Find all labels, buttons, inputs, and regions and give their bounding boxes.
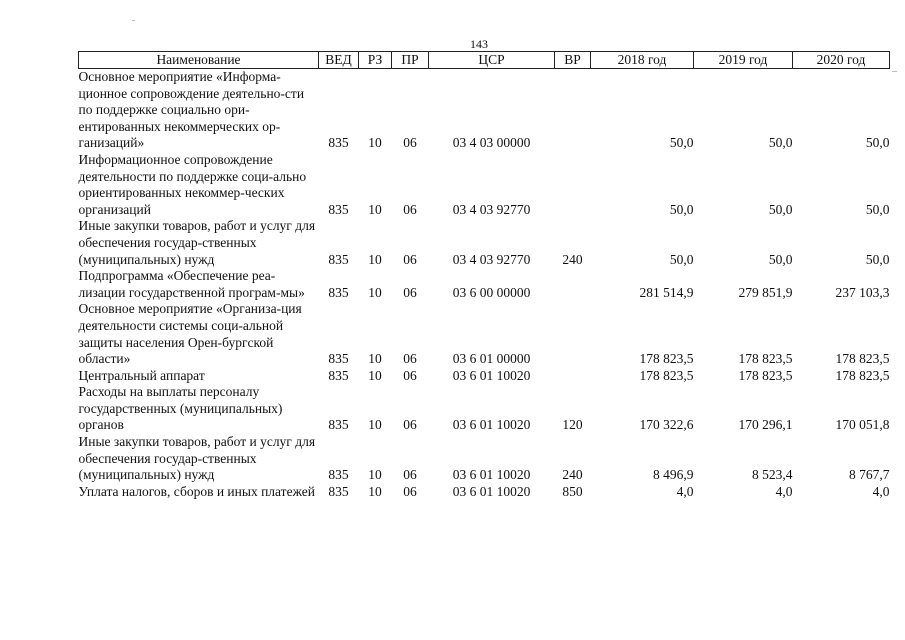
cell-2018: 170 322,6 bbox=[639, 417, 694, 433]
cell-2020: 50,0 bbox=[865, 251, 890, 267]
cell-pr: 06 bbox=[403, 201, 417, 217]
cell-2019: 170 296,1 bbox=[738, 417, 793, 433]
cell-rz: 10 bbox=[368, 483, 382, 499]
cell-name: Уплата налогов, сборов и иных платежей bbox=[78, 483, 315, 499]
cell-csr: 03 4 03 92770 bbox=[452, 201, 531, 217]
cell-csr: 03 4 03 00000 bbox=[452, 135, 531, 151]
cell-name: Основное мероприятие «Организа-ция деятельности системы соци-альной защиты населения Орен-бургской области» bbox=[78, 301, 302, 367]
cell-vr: 240 bbox=[562, 251, 583, 267]
cell-vr: 240 bbox=[562, 467, 583, 483]
cell-ved: 835 bbox=[328, 367, 349, 383]
cell-2020: 50,0 bbox=[865, 201, 890, 217]
table-row bbox=[79, 384, 890, 434]
cell-name: Подпрограмма «Обеспечение реа-лизации государственной програм-мы» bbox=[78, 268, 305, 300]
cell-name: Центральный аппарат bbox=[78, 367, 205, 383]
cell-ved: 835 bbox=[328, 351, 349, 367]
cell-2018: 178 823,5 bbox=[639, 351, 694, 367]
cell-pr: 06 bbox=[403, 417, 417, 433]
cell-csr: 03 6 01 00000 bbox=[452, 351, 531, 367]
cell-rz: 10 bbox=[368, 467, 382, 483]
cell-name: Информационное сопровождение деятельности по поддержке соци-ально ориентированных некоммер-ческих организаций bbox=[78, 151, 307, 217]
cell-csr: 03 6 01 10020 bbox=[452, 367, 531, 383]
cell-2018: 281 514,9 bbox=[639, 284, 694, 300]
cell-2020: 50,0 bbox=[865, 135, 890, 151]
table-row bbox=[79, 301, 890, 367]
header-row bbox=[79, 52, 890, 69]
cell-ved: 835 bbox=[328, 417, 349, 433]
cell-2019: 50,0 bbox=[768, 251, 793, 267]
header-pr: ПР bbox=[392, 52, 429, 69]
cell-vr bbox=[555, 69, 591, 152]
cell-ved: 835 bbox=[328, 483, 349, 499]
header-2020: 2020 год bbox=[793, 52, 890, 69]
cell-name: Иные закупки товаров, работ и услуг для обеспечения государ-ственных (муниципальных) нужд bbox=[78, 434, 316, 483]
header-name: Наименование bbox=[79, 52, 319, 69]
scan-speck bbox=[132, 20, 135, 21]
cell-pr: 06 bbox=[403, 135, 417, 151]
cell-name: Иные закупки товаров, работ и услуг для обеспечения государ-ственных (муниципальных) нужд bbox=[78, 218, 316, 267]
cell-2020: 178 823,5 bbox=[835, 367, 890, 383]
cell-2019: 178 823,5 bbox=[738, 367, 793, 383]
cell-2020: 8 767,7 bbox=[849, 467, 890, 483]
cell-vr: 120 bbox=[562, 417, 583, 433]
cell-vr bbox=[555, 268, 591, 301]
cell-vr bbox=[555, 152, 591, 218]
cell-2020: 178 823,5 bbox=[835, 351, 890, 367]
table-row bbox=[79, 484, 890, 501]
budget-table bbox=[78, 51, 890, 500]
cell-2019: 279 851,9 bbox=[738, 284, 793, 300]
cell-rz: 10 bbox=[368, 251, 382, 267]
header-2019: 2019 год bbox=[694, 52, 793, 69]
cell-csr: 03 6 01 10020 bbox=[452, 483, 531, 499]
cell-2018: 50,0 bbox=[669, 135, 694, 151]
cell-2018: 4,0 bbox=[676, 483, 694, 499]
cell-name: Основное мероприятие «Информа-ционное сопровождение деятельно-сти по поддержке социально ори-ентированных некоммерческих ор-ганизаций» bbox=[78, 69, 305, 151]
cell-2019: 50,0 bbox=[768, 201, 793, 217]
scan-speck bbox=[892, 71, 897, 72]
cell-rz: 10 bbox=[368, 417, 382, 433]
cell-name: Расходы на выплаты персоналу государственных (муниципальных) органов bbox=[78, 384, 283, 433]
cell-vr: 850 bbox=[562, 483, 583, 499]
cell-ved: 835 bbox=[328, 284, 349, 300]
cell-2018: 178 823,5 bbox=[639, 367, 694, 383]
cell-2020: 4,0 bbox=[872, 483, 890, 499]
cell-rz: 10 bbox=[368, 284, 382, 300]
cell-csr: 03 6 01 10020 bbox=[452, 417, 531, 433]
cell-rz: 10 bbox=[368, 367, 382, 383]
cell-2018: 50,0 bbox=[669, 251, 694, 267]
cell-2018: 8 496,9 bbox=[653, 467, 694, 483]
table-row bbox=[79, 268, 890, 301]
cell-2019: 8 523,4 bbox=[752, 467, 793, 483]
header-csr: ЦСР bbox=[429, 52, 555, 69]
cell-pr: 06 bbox=[403, 483, 417, 499]
cell-csr: 03 6 01 10020 bbox=[452, 467, 531, 483]
table-row bbox=[79, 368, 890, 385]
cell-pr: 06 bbox=[403, 251, 417, 267]
cell-rz: 10 bbox=[368, 351, 382, 367]
page-number: 143 bbox=[470, 37, 488, 51]
cell-pr: 06 bbox=[403, 284, 417, 300]
cell-rz: 10 bbox=[368, 135, 382, 151]
cell-vr bbox=[555, 368, 591, 385]
cell-pr: 06 bbox=[403, 367, 417, 383]
cell-pr: 06 bbox=[403, 467, 417, 483]
cell-ved: 835 bbox=[328, 251, 349, 267]
header-rz: РЗ bbox=[359, 52, 392, 69]
cell-ved: 835 bbox=[328, 201, 349, 217]
table-row bbox=[79, 434, 890, 484]
cell-csr: 03 4 03 92770 bbox=[452, 251, 531, 267]
table-body bbox=[79, 69, 890, 501]
cell-2018: 50,0 bbox=[669, 201, 694, 217]
cell-2019: 178 823,5 bbox=[738, 351, 793, 367]
cell-csr: 03 6 00 00000 bbox=[452, 284, 531, 300]
cell-pr: 06 bbox=[403, 351, 417, 367]
header-vr: ВР bbox=[555, 52, 591, 69]
table-row bbox=[79, 69, 890, 152]
cell-rz: 10 bbox=[368, 201, 382, 217]
table-row bbox=[79, 218, 890, 268]
cell-2019: 50,0 bbox=[768, 135, 793, 151]
cell-vr bbox=[555, 301, 591, 367]
table-row bbox=[79, 152, 890, 218]
cell-2019: 4,0 bbox=[775, 483, 793, 499]
cell-2020: 170 051,8 bbox=[835, 417, 890, 433]
cell-ved: 835 bbox=[328, 135, 349, 151]
cell-ved: 835 bbox=[328, 467, 349, 483]
header-2018: 2018 год bbox=[591, 52, 694, 69]
header-ved: ВЕД bbox=[319, 52, 359, 69]
cell-2020: 237 103,3 bbox=[835, 284, 890, 300]
